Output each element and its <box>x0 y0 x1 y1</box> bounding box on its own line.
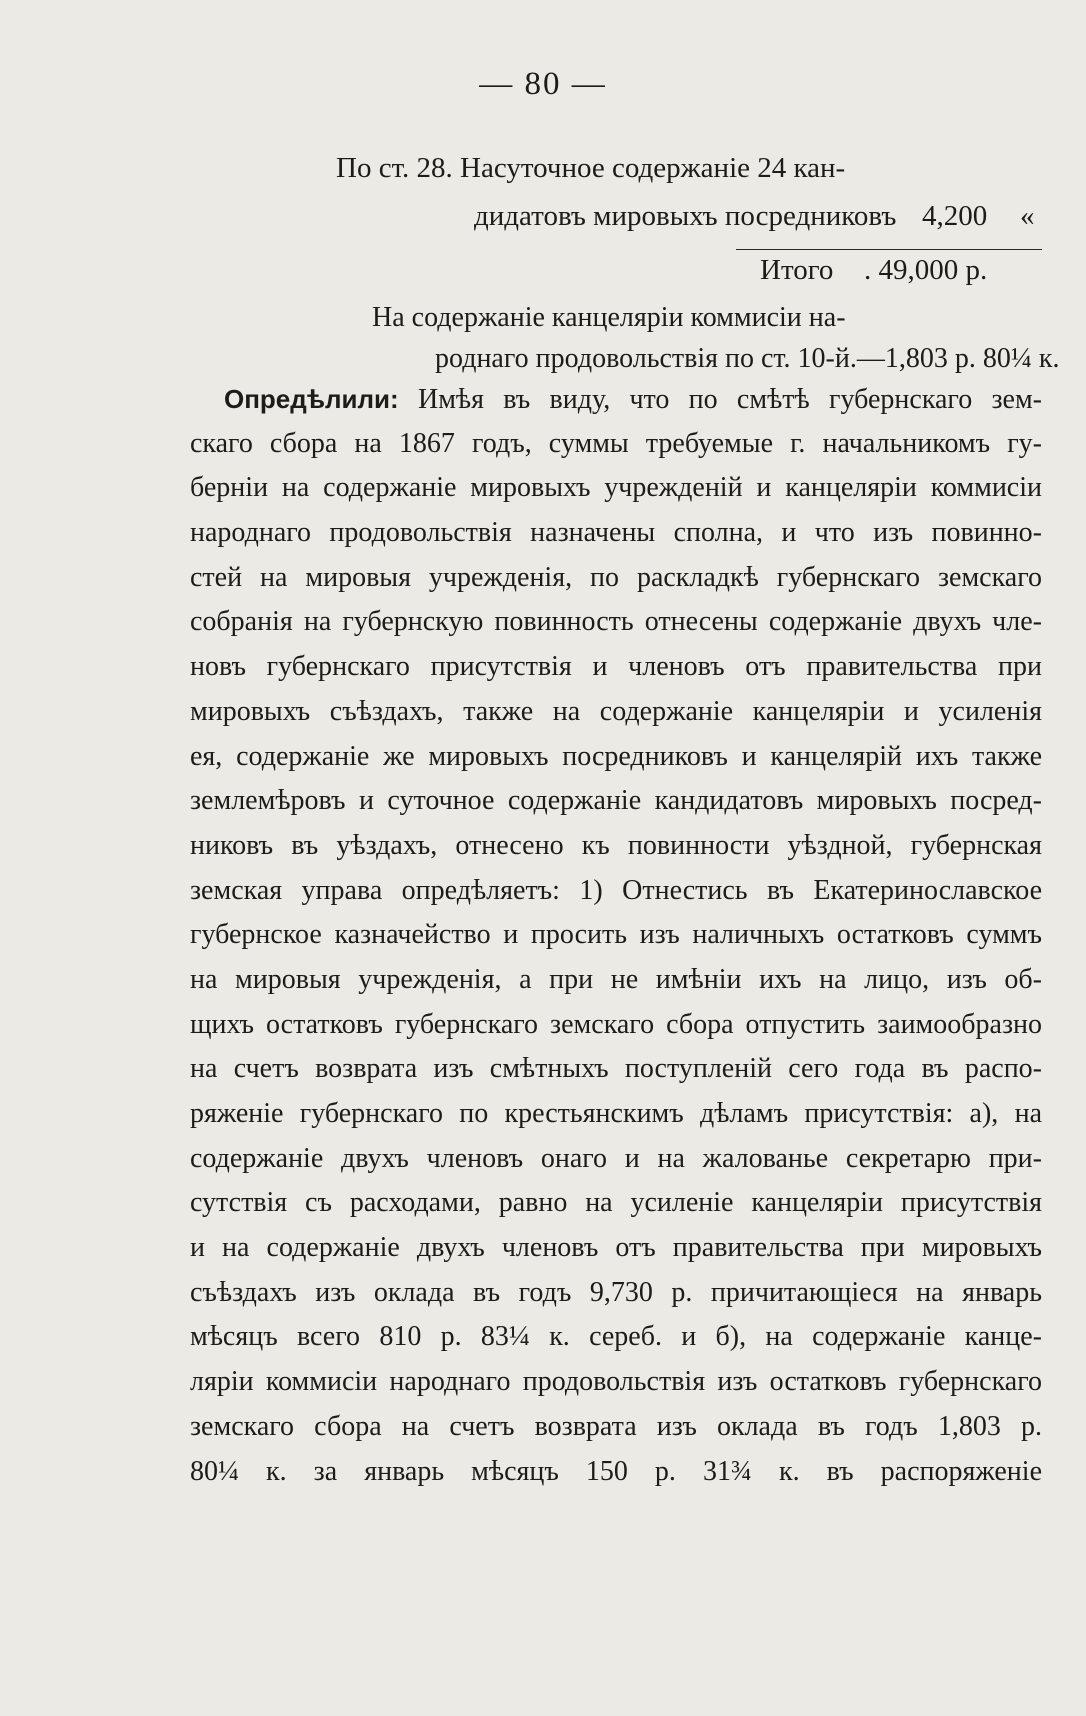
paragraph-line: землемѣровъ и суточное содержаніе кандидатовъ мировыхъ посред- <box>190 785 1042 817</box>
note-line-2: роднаго продовольствія по ст. 10-й.—1,803 р. 80¼ к. <box>435 343 1060 374</box>
paragraph-line: мѣсяцъ всего 810 р. 83¼ к. сереб. и б), на содержаніе канце- <box>190 1321 1042 1353</box>
paragraph-line: ея, содержаніе же мировыхъ посредниковъ и канцелярій ихъ также <box>190 740 1042 772</box>
paragraph-line: никовъ въ уѣздахъ, отнесено къ повинности уѣздной, губернская <box>190 829 1042 861</box>
total-label: Итого <box>760 254 834 286</box>
resolution-paragraph <box>190 377 1042 1494</box>
paragraph-line: съѣздахъ изъ оклада въ годъ 9,730 р. причитающіеся на январь <box>190 1276 1042 1308</box>
paragraph-line: ляріи коммисіи народнаго продовольствія изъ остатковъ губернскаго <box>190 1366 1042 1398</box>
paragraph-line: народнаго продовольствія назначены сполна, и что изъ повинно- <box>190 517 1042 549</box>
paragraph-line: на счетъ возврата изъ смѣтныхъ поступленій сего года въ распо- <box>190 1053 1042 1085</box>
page-number: — 80 — <box>479 66 607 102</box>
note-line-1: На содержаніе канцеляріи коммисіи на- <box>372 302 846 333</box>
paragraph-line: земская управа опредѣляетъ: 1) Отнестись въ Екатеринославское <box>190 874 1042 906</box>
paragraph-line: содержаніе двухъ членовъ онаго и на жалованье секретарю при- <box>190 1142 1042 1174</box>
paragraph-line: новъ губернскаго присутствія и членовъ отъ правительства при <box>190 651 1042 683</box>
resolution-lead: Опредѣлили: <box>224 384 399 414</box>
paragraph-line: ряженіе губернскаго по крестьянскимъ дѣламъ присутствія: а), на <box>190 1098 1042 1129</box>
paragraph-line: на мировыя учрежденія, а при не имѣніи ихъ на лицо, изъ об- <box>190 963 1042 995</box>
budget-entry-amount: 4,200 <box>922 200 988 232</box>
paragraph-line: и на содержаніе двухъ членовъ отъ правительства при мировыхъ <box>190 1232 1042 1264</box>
paragraph-line: сутствія съ расходами, равно на усиленіе канцеляріи присутствія <box>190 1187 1042 1219</box>
paragraph-line: берніи на содержаніе мировыхъ учрежденій и канцеляріи коммисіи <box>190 472 1042 504</box>
paragraph-first-line <box>190 377 1042 422</box>
paragraph-line: мировыхъ съѣздахъ, также на содержаніе канцеляріи и усиленія <box>190 695 1042 727</box>
total-row <box>760 254 1050 287</box>
budget-entry-line-1: По ст. 28. Насуточное содержаніе 24 кан- <box>336 152 846 184</box>
budget-entry-line-2 <box>474 200 1044 233</box>
total-rule <box>736 249 1042 250</box>
ditto-mark: « <box>1020 200 1035 232</box>
paragraph-line: щихъ остатковъ губернскаго земскаго сбора отпустить заимообразно <box>190 1008 1042 1040</box>
paragraph-first-line-text: Имѣя въ виду, что по смѣтѣ губернскаго зем- <box>417 384 1043 415</box>
total-amount: . 49,000 р. <box>864 254 988 286</box>
paragraph-lines <box>190 422 1042 1495</box>
paragraph-line: 80¼ к. за январь мѣсяцъ 150 р. 31¾ к. въ распоряженіе <box>190 1455 1042 1487</box>
paragraph-line: земскаго сбора на счетъ возврата изъ оклада въ годъ 1,803 р. <box>190 1410 1042 1442</box>
paragraph-line: скаго сбора на 1867 годъ, суммы требуемые г. начальникомъ гу- <box>190 427 1042 459</box>
paragraph-line: стей на мировыя учрежденія, по раскладкѣ губернскаго земскаго <box>190 561 1042 593</box>
paragraph-line: собранія на губернскую повинность отнесены содержаніе двухъ чле- <box>190 606 1042 638</box>
budget-entry-text: дидатовъ мировыхъ посредниковъ <box>474 200 897 232</box>
paragraph-line: губернское казначейство и просить изъ наличныхъ остатковъ суммъ <box>190 919 1042 951</box>
